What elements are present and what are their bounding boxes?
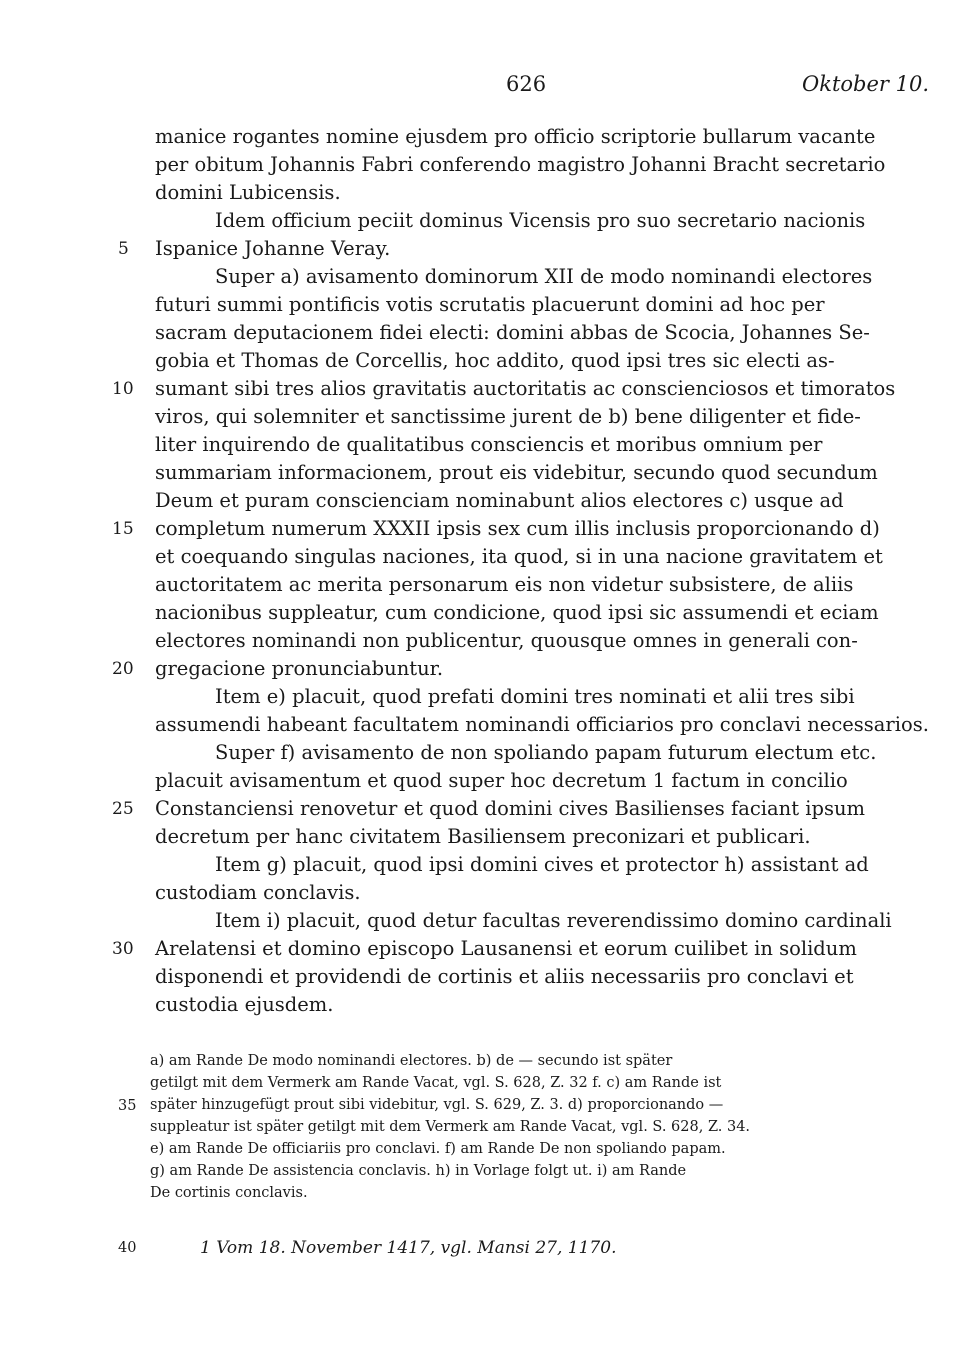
body-line: futuri summi pontificis votis scrutatis placuerunt domini ad hoc per xyxy=(155,293,825,316)
body-line: completum numerum XXXII ipsis sex cum illis inclusis proporcionando d) xyxy=(155,517,880,540)
body-line: assumendi habeant facultatem nominandi officiarios pro conclavi necessarios. xyxy=(155,713,929,736)
body-line: viros, qui solemniter et sanctissime jurent de b) bene diligenter et fide- xyxy=(155,405,861,428)
body-line: disponendi et providendi de cortinis et aliis necessariis pro conclavi et xyxy=(155,965,854,988)
source-footnote: 1 Vom 18. November 1417, vgl. Mansi 27, 1170. xyxy=(200,1238,617,1258)
footnote-line: e) am Rande De officiariis pro conclavi. f) am Rande De non spoliando papam. xyxy=(150,1141,726,1157)
body-line: Item g) placuit, quod ipsi domini cives et protector h) assistant ad xyxy=(215,853,869,876)
body-line: custodia ejusdem. xyxy=(155,993,334,1016)
body-line: manice rogantes nomine ejusdem pro officio scriptorie bullarum vacante xyxy=(155,125,876,148)
body-line: Constanciensi renovetur et quod domini cives Basilienses faciant ipsum xyxy=(155,797,865,820)
body-line: sumant sibi tres alios gravitatis auctoritatis ac conscienciosos et timoratos xyxy=(155,377,896,400)
body-line: Item e) placuit, quod prefati domini tres nominati et alii tres sibi xyxy=(215,685,855,708)
line-number: 40 xyxy=(118,1240,137,1256)
footnote-line: später hinzugefügt prout sibi videbitur, vgl. S. 629, Z. 3. d) proporcionando — xyxy=(150,1097,724,1113)
body-line: gregacione pronunciabuntur. xyxy=(155,657,444,680)
body-line: gobia et Thomas de Corcellis, hoc addito, quod ipsi tres sic electi as- xyxy=(155,349,835,372)
line-number: 30 xyxy=(112,939,134,959)
line-number: 20 xyxy=(112,659,134,679)
body-line: Idem officium peciit dominus Vicensis pro suo secretario nacionis xyxy=(215,209,866,232)
body-line: auctoritatem ac merita personarum eis non videtur subsistere, de aliis xyxy=(155,573,854,596)
body-line: placuit avisamentum et quod super hoc decretum 1 factum in concilio xyxy=(155,769,848,792)
body-line: nacionibus suppleatur, cum condicione, quod ipsi sic assumendi et eciam xyxy=(155,601,879,624)
body-line: Item i) placuit, quod detur facultas reverendissimo domino cardinali xyxy=(215,909,892,932)
page-number: 626 xyxy=(506,72,547,96)
footnote-line: getilgt mit dem Vermerk am Rande Vacat, vgl. S. 628, Z. 32 f. c) am Rande ist xyxy=(150,1075,722,1091)
footnote-line: suppleatur ist später getilgt mit dem Vermerk am Rande Vacat, vgl. S. 628, Z. 34. xyxy=(150,1119,751,1135)
body-line: electores nominandi non publicentur, quousque omnes in generali con- xyxy=(155,629,858,652)
footnote-line: a) am Rande De modo nominandi electores. b) de — secundo ist später xyxy=(150,1053,673,1069)
running-head-date: Oktober 10. xyxy=(802,72,930,96)
body-line: per obitum Johannis Fabri conferendo magistro Johanni Bracht secretario xyxy=(155,153,886,176)
footnote-line: De cortinis conclavis. xyxy=(150,1185,308,1201)
body-line: Ispanice Johanne Veray. xyxy=(155,237,391,260)
body-line: summariam informacionem, prout eis videbitur, secundo quod secundum xyxy=(155,461,878,484)
footnote-line: g) am Rande De assistencia conclavis. h) in Vorlage folgt ut. i) am Rande xyxy=(150,1163,687,1179)
body-line: Deum et puram conscienciam nominabunt alios electores c) usque ad xyxy=(155,489,844,512)
body-line: domini Lubicensis. xyxy=(155,181,341,204)
line-number: 5 xyxy=(118,239,129,259)
line-number: 35 xyxy=(118,1098,137,1114)
body-line: Super f) avisamento de non spoliando papam futurum electum etc. xyxy=(215,741,877,764)
body-line: et coequando singulas naciones, ita quod, si in una nacione gravitatem et xyxy=(155,545,883,568)
body-line: Arelatensi et domino episcopo Lausanensi et eorum cuilibet in solidum xyxy=(155,937,857,960)
body-line: liter inquirendo de qualitatibus consciencis et moribus omnium per xyxy=(155,433,823,456)
line-number: 15 xyxy=(112,519,134,539)
body-line: decretum per hanc civitatem Basiliensem preconizari et publicari. xyxy=(155,825,811,848)
body-line: Super a) avisamento dominorum XII de modo nominandi electores xyxy=(215,265,873,288)
line-number: 10 xyxy=(112,379,134,399)
body-line: custodiam conclavis. xyxy=(155,881,361,904)
line-number: 25 xyxy=(112,799,134,819)
body-line: sacram deputacionem fidei electi: domini abbas de Scocia, Johannes Se- xyxy=(155,321,870,344)
